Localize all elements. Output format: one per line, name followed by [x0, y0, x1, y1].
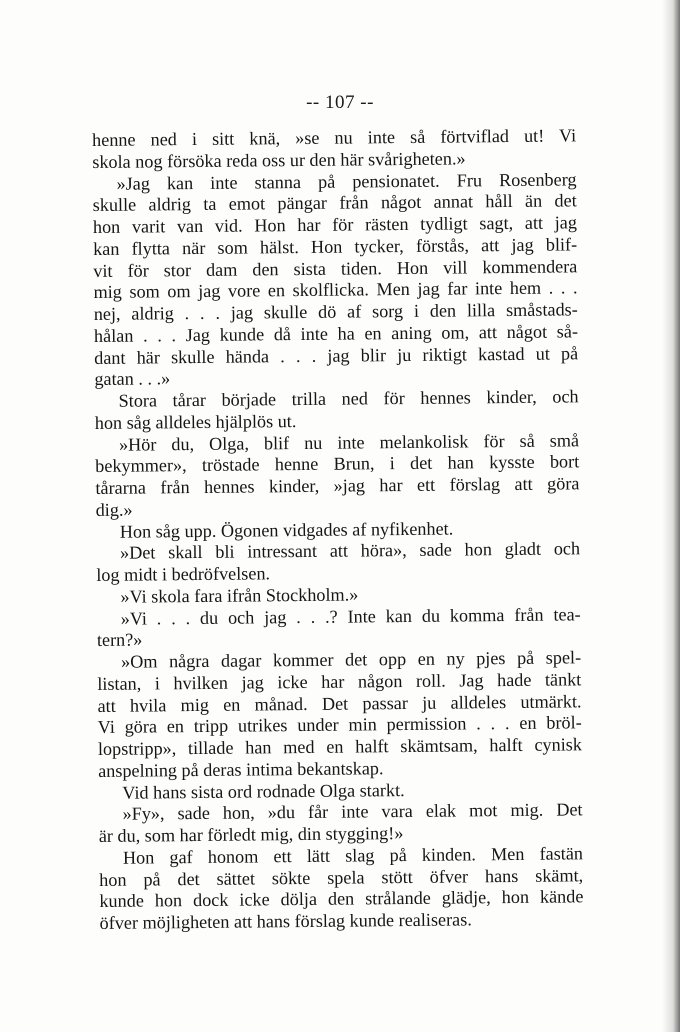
text-line: Hon gaf honom ett lätt slag på kinden. Men fastän — [122, 843, 584, 868]
text-line: »Det skall bli intressant att höra», sade hon gladt och — [119, 538, 581, 563]
text-line: mig som om jag vore en skolflicka. Men jag far inte hem . . . — [93, 277, 578, 303]
text-line: hon såg alldeles hjälplös ut. — [94, 410, 297, 433]
text-line: »Vi skola fara ifrån Stockholm.» — [120, 584, 359, 607]
page-number: -- 107 -- — [306, 92, 374, 113]
text-line: bekymmer», tröstade henne Brun, i det han kysste bort — [95, 451, 580, 477]
text-line: »Hör du, Olga, blif nu inte melankolisk för så små — [118, 429, 580, 455]
text-line: »Jag kan inte stanna på pensionatet. Fru Rosenberg — [116, 168, 577, 194]
text-line: anspelning på deras intima bekantskap. — [98, 757, 384, 781]
text-line: är du, som har förledt mig, din stygging!» — [98, 823, 404, 846]
text-line: vit för stor dam den sista tiden. Hon vill kommendera — [93, 255, 578, 281]
text-line: »Vi . . . du och jag . . .? Inte kan du komma från tea- — [120, 603, 581, 629]
text-line: gatan . . .» — [94, 368, 171, 390]
text-line: skola nog försöka reda oss ur den här svårigheten.» — [92, 148, 466, 172]
text-line: »Om några dagar kommer det opp en ny pjes på spel- — [121, 647, 582, 672]
text-line: öfver möjligheten att hans förslag kunde realiseras. — [99, 909, 472, 933]
text-line: skulle aldrig ta emot pängar från något annat håll än det — [92, 190, 577, 216]
text-line: Hon såg upp. Ögonen vidgades af nyfikenhet. — [119, 518, 454, 542]
text-line: kan flytta när som hälst. Hon tycker, förstås, att jag blif- — [93, 234, 578, 259]
text-line: hon på det sättet sökte spela stött öfver hans skämt, — [99, 864, 584, 890]
text-line: hålan . . . Jag kunde då inte ha en aning om, att något så- — [93, 321, 579, 346]
text-line: Stora tårar började trilla ned för hennes kinder, och — [118, 386, 579, 411]
text-line: nej, aldrig . . . jag skulle dö af sorg i den lilla småstads- — [93, 299, 578, 324]
text-line: dant här skulle hända . . . jag blir ju riktigt kastad ut på — [94, 342, 579, 368]
text-line: hon varit van vid. Hon har för rästen tydligt sagt, att jag — [92, 212, 578, 237]
text-line: tårarna från hennes kinder, »jag har ett förslag att göra — [95, 473, 580, 498]
text-line: kunde hon dock icke dölja den strålande glädje, hon kände — [99, 886, 584, 912]
text-line: listan, i hvilken jag icke har någon roll. Jag hade tänkt — [97, 669, 582, 694]
body-text — [92, 125, 584, 934]
text-line: tern?» — [96, 629, 143, 651]
text-line: lopstripp», tillade han med en halft skämtsam, halft cynisk — [97, 734, 583, 759]
text-line: henne ned i sitt knä, »se nu inte så förtviflad ut! Vi — [92, 125, 577, 150]
text-line: att hvila mig en månad. Det passar ju alldeles utmärkt. — [97, 690, 582, 716]
text-line: dig.» — [95, 499, 133, 520]
text-line: Vid hans sista ord rodnade Olga starkt. — [122, 779, 405, 803]
text-line: »Fy», sade hon, »du får inte vara elak mot mig. Det — [122, 799, 583, 824]
text-line: log midt i bedröfvelsen. — [96, 563, 271, 585]
page-edge-shadow — [662, 0, 680, 1032]
text-line: Vi göra en tripp utrikes under min permission . . . en bröl- — [97, 712, 582, 738]
